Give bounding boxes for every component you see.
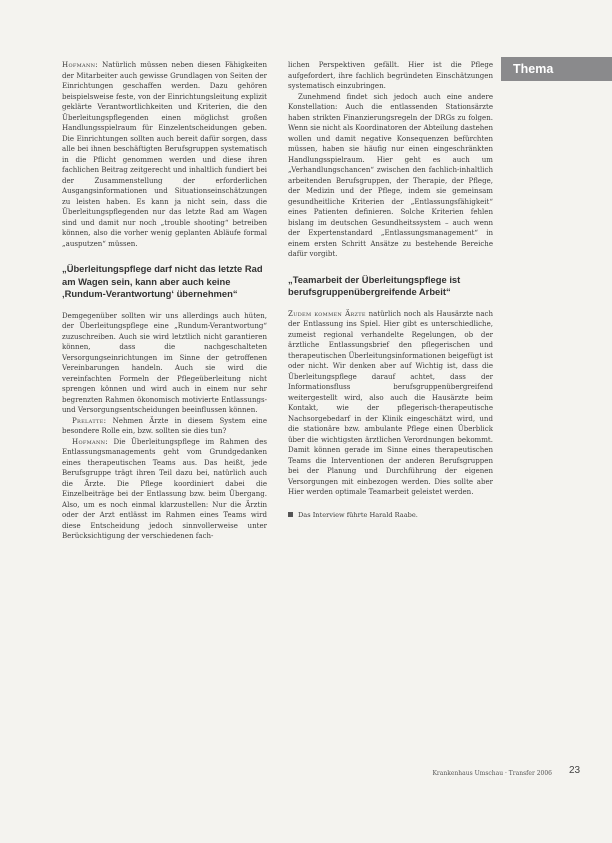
interview-credit [288, 510, 493, 521]
page-number: 23 [569, 765, 581, 776]
speaker-name: Hofmann: [62, 60, 98, 69]
pull-quote-heading: „Teamarbeit der Überleitungspflege ist berufsgruppenübergreifende Arbeit“ [288, 273, 461, 297]
paragraph-text: Natürlich müssen neben diesen Fähigkeiten der Mitarbeiter auch gewisse Grundlagen von Seiten der Einrichtungen geschaffen werden. Dazu gehören beispielsweise feste, von der Einrichtungsleitung explizit geklärte Verantwortlichkeiten und Kriterien, die den Überleitungspflegenden einen möglichst großen Handlungsspielraum für Einzelentscheidungen geben. Die Einrichtungen sollten auch bereit dafür sorgen, dass alle bei ihnen beschäftigten Berufsgruppen systematisch in die Pflicht genommen werden und diese ihren fachlichen Beitrag zeitgerecht und inhaltlich fundiert bei der Zusammenstellung der erforderlichen Ausgangsinformationen und Situationseinschätzungen zu leisten haben. Es kann ja nicht sein, dass die Überleitungspflegenden nur das letzte Rad am Wagen sind und damit nur noch „trouble shooting“ betreiben können, also die vorher wenig geplanten Abläufe formal „ausputzen“ müssen. [62, 60, 267, 248]
paragraph-text: natürlich noch als Hausärzte nach der Entlassung ins Spiel. Hier gibt es unterschiedliche, zumeist regional verhandelte Regelungen, ob der ärztliche Entlassungsbrief den pflegerischen und therapeutischen Überleitungsinformationen beigefügt ist oder nicht. Wir denken aber auf Wichtig ist, dass die Überleitungspflege darauf achtet, dass der Informationsfluss berufsgruppenübergreifend weitergestellt wird, also auch die Hausärzte beim Kontakt, wie der pflegerisch-therapeutische Nachsorgebedarf in der Klinik eingeschätzt wird, und die stationäre bzw. ambulante Pflege einen Überblick über die wichtigsten ärztlichen Verordnungen bekommt. Damit können gerade im Sinne eines therapeutischen Teams die Interventionen der anderen Berufsgruppen bei der Planung und Durchführung der eigenen Versorgungen mit einbezogen werden. Dies sollte aber Hier werden optimale Teamarbeit geleistet werden. [288, 308, 494, 496]
paragraph-text: Nehmen Ärzte in diesem System eine besondere Rolle ein, bzw. sollten sie dies tun? [62, 415, 268, 435]
paragraph [62, 60, 267, 249]
section-tab-thema [501, 57, 612, 81]
paragraph-text: Die Überleitungspflege im Rahmen des Entlassungsmanagements geht vom Grundgedanken eines therapeutischen Teams aus. Das heißt, jede Berufsgruppe trägt ihren Teil dazu bei, natürlich auch die Ärzte. Die Pflege koordiniert dabei die Einzelbeiträge bei der Entlassung bzw. beim Übergang. Also, um es noch einmal klarzustellen: Nur die Ärztin oder der Arzt entlässt im Rahmen eines Teams wird diese Entscheidung jedoch sinnvollerweise unter Berücksichtigung der verschiedenen fach- [62, 436, 267, 540]
paragraph: Zunehmend findet sich jedoch auch eine andere Konstellation: Auch die entlassenden Stationsärzte haben strikten Finanzierungsregeln der DRGs zu folgen. Wenn sie nicht als Koordinatoren der Abteilung dastehen wollen und damit negative Konsequenzen befürchten müssen, haben sie häufig nur einen eingeschränkten Handlungsspielraum. Hier geht es auch um „Verhandlungschancen“ zwischen den fachlich-inhaltlich arbeitenden Berufsgruppen, der Therapie, der Pflege, der Medizin und der Pflege, indem sie gemeinsam gesundheitliche Kriterien der „Entlassungsfähigkeit“ eines Patienten definieren. Solche Kriterien fehlen bislang im deutschen Gesundheitssystem – auch wenn der Expertenstandard „Entlassungsmanagement“ in einem ersten Schritt Ansätze zu bestehende Bereiche dafür vorgibt. [288, 91, 493, 258]
speaker-name: Zudem kommen Ärzte [288, 308, 366, 318]
paragraph: lichen Perspektiven gefällt. Hier ist die Pflege aufgefordert, ihre fachlich begründeten Einschätzungen systematisch einzubringen. [288, 60, 493, 90]
left-column [62, 60, 267, 542]
bullet-icon [288, 512, 293, 517]
paragraph [288, 309, 493, 498]
speaker-name: Hofmann: [72, 436, 108, 446]
paragraph [62, 437, 267, 542]
paragraph [62, 416, 267, 437]
journal-footer: Krankenhaus Umschau · Transfer 2006 [432, 770, 552, 777]
right-column [288, 60, 493, 520]
paragraph: Demgegenüber sollten wir uns allerdings auch hüten, der Überleitungspflege eine „Rundum-Verantwortung“ zuzuschreiben. Auch sie wird letztlich nicht garantieren können, dass die nachgeschalteten Versorgungseinrichtungen im Sinne der getroffenen Vereinbarungen handeln. Auch sie wird die vereinfachten Formeln der Pflegeüberleitung nicht sprengen können und wird auch in einem nur sehr begrenzten Rahmen ökonomisch motivierte Entlassungs- und Versorgungsentscheidungen beeinflussen können. [62, 310, 267, 414]
interview-credit-text: Das Interview führte Harald Raabe. [298, 510, 418, 519]
section-tab-label: Thema [513, 62, 554, 76]
pull-quote-heading: „Überleitungspflege darf nicht das letzte Rad am Wagen sein, kann aber auch keine ‚Rundum-Verantwortung‘ übernehmen“ [62, 263, 263, 299]
speaker-name: Prelatte: [72, 415, 107, 425]
